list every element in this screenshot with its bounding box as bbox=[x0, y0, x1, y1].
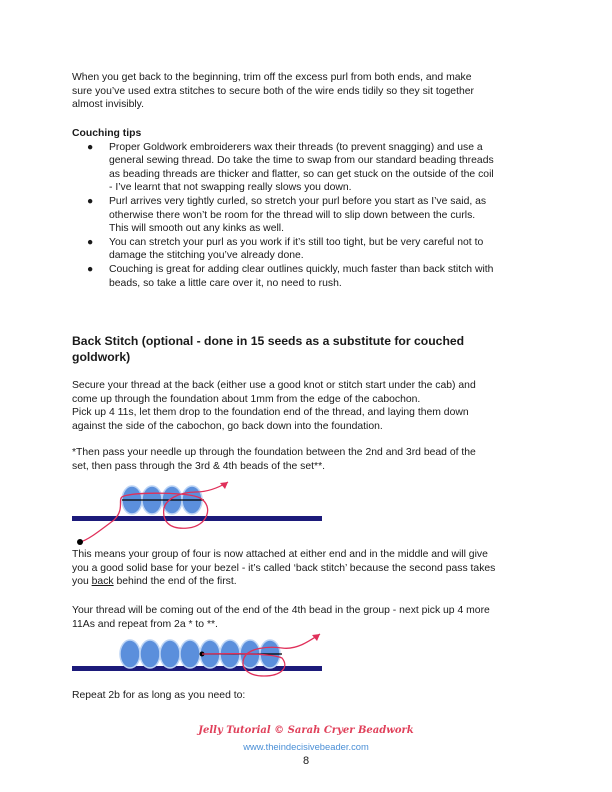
text-line: you a good solid base for your bezel - it’s called ‘back stitch’ because the second pass takes bbox=[72, 562, 496, 574]
page-number: 8 bbox=[302, 755, 310, 767]
list-item bbox=[72, 236, 542, 263]
list-item bbox=[72, 141, 542, 195]
bead bbox=[180, 640, 200, 668]
back-stitch-paragraph-2 bbox=[72, 446, 542, 473]
back-stitch-diagram-2 bbox=[68, 628, 338, 680]
bead bbox=[160, 640, 180, 668]
text-line: Your thread will be coming out of the end of the 4th bead in the group - next pick up 4 more bbox=[72, 605, 490, 616]
back-stitch-paragraph-3 bbox=[72, 548, 542, 589]
text-line: you bbox=[72, 576, 92, 588]
couching-tips-list bbox=[72, 141, 542, 291]
text-line: behind the end of the first. bbox=[113, 576, 237, 588]
back-stitch-diagram-1 bbox=[68, 480, 338, 552]
tip-line: This will smooth out any kinks as well. bbox=[109, 223, 284, 235]
couching-tips-section bbox=[72, 127, 542, 290]
tip-line: You can stretch your purl as you work if it’s still too tight, but be very careful not to bbox=[109, 236, 484, 248]
intro-line: When you get back to the beginning, trim off the excess purl from both ends, and make bbox=[72, 72, 472, 83]
foundation-bar bbox=[72, 516, 322, 521]
text-line: *Then pass your needle up through the foundation between the 2nd and 3rd bead of the bbox=[72, 447, 476, 458]
tip-line: - I’ve learnt that not swapping really slows you down. bbox=[109, 182, 352, 194]
bullet-icon: ● bbox=[87, 236, 94, 248]
bullet-icon: ● bbox=[87, 263, 94, 275]
tip-line: Purl arrives very tightly curled, so stretch your purl before you start as I’ve said, as bbox=[109, 195, 487, 207]
underlined-word: back bbox=[91, 576, 114, 588]
intro-line: almost invisibly. bbox=[72, 99, 144, 111]
tip-line: Couching is great for adding clear outlines quickly, much faster than back stitch with bbox=[109, 263, 494, 275]
bead bbox=[120, 640, 140, 668]
text-line: Secure your thread at the back (either use a good knot or stitch start under the cab) and bbox=[72, 380, 476, 391]
tip-line: damage the stitching you’ve already done. bbox=[109, 250, 304, 262]
bead bbox=[140, 640, 160, 668]
footer-link[interactable]: www.theindecisivebeader.com bbox=[243, 741, 369, 752]
tip-line: otherwise there won’t be room for the thread will to slip down between the curls. bbox=[109, 209, 476, 221]
back-stitch-heading bbox=[72, 333, 542, 365]
text-line: come up through the foundation about 1mm from the edge of the cabochon. bbox=[72, 393, 421, 405]
tip-line: as beading threads are thicker and flatter, so can get stuck on the outside of the coil bbox=[109, 168, 494, 180]
tip-line: general sewing thread. Do take the time to swap from our standard beading threads bbox=[109, 155, 494, 167]
text-line: This means your group of four is now attached at either end and in the middle and will give bbox=[72, 549, 488, 560]
intro-paragraph bbox=[72, 71, 542, 112]
thread-start-dot bbox=[77, 539, 83, 545]
text-line: Repeat 2b for as long as you need to: bbox=[72, 690, 246, 701]
text-line: set, then pass through the 3rd & 4th beads of the set**. bbox=[72, 460, 326, 472]
heading-line: Back Stitch (optional - done in 15 seeds as a substitute for couched bbox=[72, 334, 465, 348]
bullet-icon: ● bbox=[87, 141, 94, 153]
tip-line: beads, so take a little care over it, no need to rush. bbox=[109, 277, 342, 289]
back-stitch-paragraph-5 bbox=[72, 689, 542, 703]
list-item bbox=[72, 195, 542, 236]
intro-line: sure you’ve used extra stitches to secure both of the wire ends tidily so they sit together bbox=[72, 85, 474, 97]
arrow-icon bbox=[312, 634, 320, 641]
list-item bbox=[72, 263, 542, 290]
back-stitch-paragraph-1 bbox=[72, 379, 542, 433]
text-line: 11As and repeat from 2a * to **. bbox=[72, 618, 218, 630]
bullet-icon: ● bbox=[87, 195, 94, 207]
text-line: Pick up 4 11s, let them drop to the foundation end of the thread, and laying them down bbox=[72, 407, 469, 419]
heading-line: goldwork) bbox=[72, 350, 131, 364]
footer-title: Jelly Tutorial © Sarah Cryer Beadwork bbox=[198, 725, 414, 736]
text-line: against the side of the cabochon, go back down into the foundation. bbox=[72, 420, 383, 432]
couching-tips-heading: Couching tips bbox=[72, 128, 142, 139]
tip-line: Proper Goldwork embroiderers wax their threads (to prevent snagging) and use a bbox=[109, 141, 483, 153]
